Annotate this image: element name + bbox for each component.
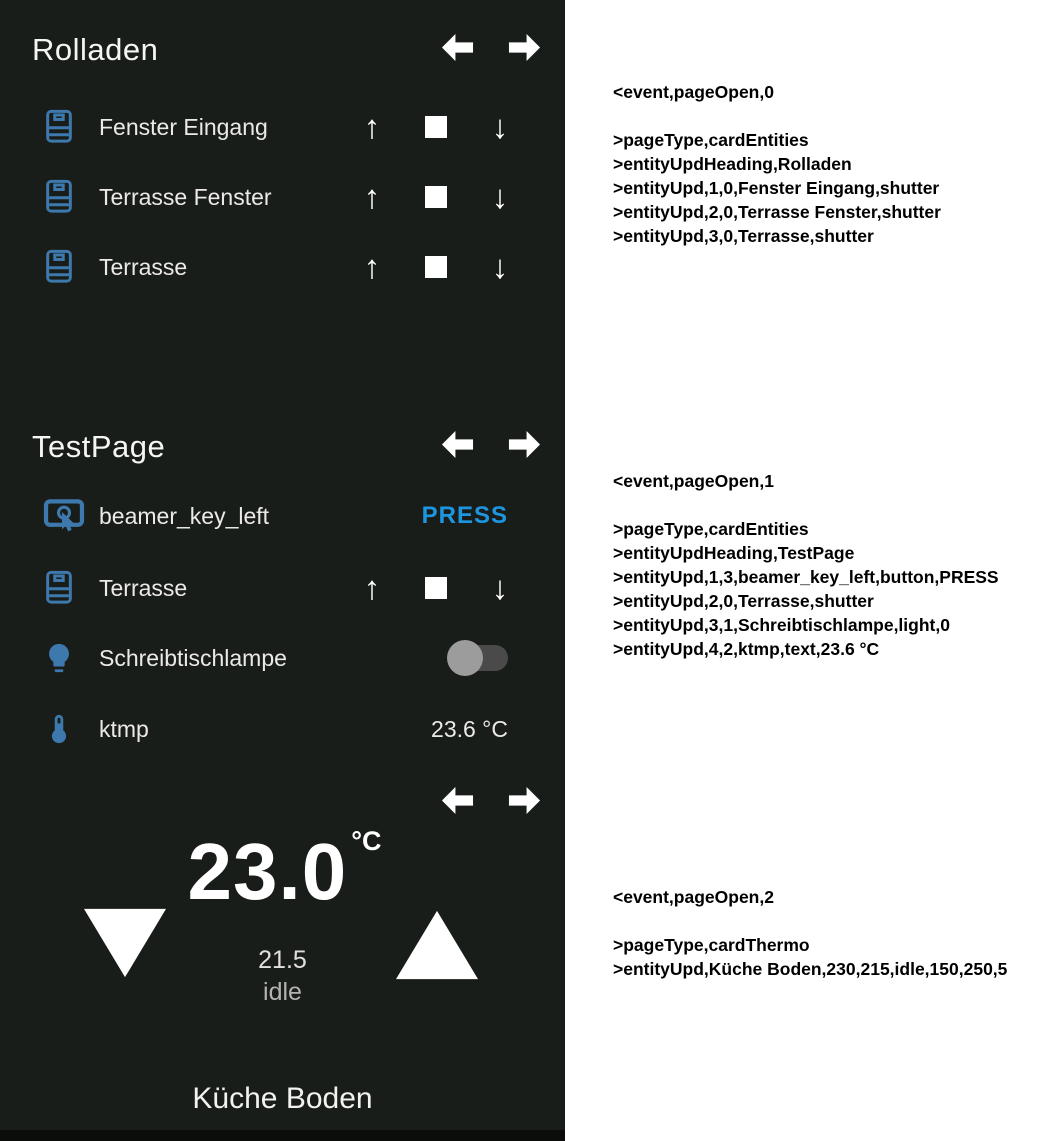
hvac-status: idle [263,978,302,1006]
protocol-line: <event,pageOpen,1 [613,471,774,491]
prev-page-button[interactable] [439,785,476,815]
shutter-down-button[interactable]: ↓ [491,248,509,285]
protocol-line: >pageType,cardEntities [613,130,809,150]
shutter-stop-button[interactable] [425,256,447,278]
panel-bottom-edge [0,1130,565,1141]
page-navigation [439,32,543,62]
entity-row-schreibtischlampe [42,634,545,682]
touch-button-icon [42,493,86,539]
shutter-stop-button[interactable] [425,186,447,208]
page-navigation [439,429,543,459]
temperature-value: 23.6 °C [431,715,508,742]
shutter-up-button[interactable]: ↑ [363,178,381,215]
shutter-down-button[interactable]: ↓ [491,569,509,606]
entity-row-fenster-eingang [42,103,545,151]
protocol-line: >entityUpd,3,0,Terrasse,shutter [613,226,874,246]
arrow-right-icon [506,430,543,459]
shutter-down-button[interactable]: ↓ [491,108,509,145]
page-title: TestPage [32,429,166,464]
protocol-group-page1 [613,469,999,661]
entity-label: Fenster Eingang [99,113,268,140]
shutter-controls [350,564,522,612]
next-page-button[interactable] [506,32,543,62]
shutter-up-button[interactable]: ↑ [363,248,381,285]
arrow-left-icon [439,33,476,62]
light-bulb-icon [42,635,86,681]
shutter-stop-button[interactable] [425,116,447,138]
entity-label: Schreibtischlampe [99,644,287,671]
light-toggle-switch[interactable] [450,645,508,671]
thermostat-name: Küche Boden [192,1082,373,1115]
arrow-right-icon [506,786,543,815]
arrow-right-icon [506,33,543,62]
entity-label: Terrasse [99,253,188,280]
entity-row-beamer-key-left [42,492,545,540]
protocol-line: >pageType,cardEntities [613,519,809,539]
card-header [32,28,545,72]
protocol-line: <event,pageOpen,2 [613,887,774,907]
protocol-line: >entityUpd,2,0,Terrasse Fenster,shutter [613,202,941,222]
protocol-line: >entityUpd,1,3,beamer_key_left,button,PRESS [613,567,999,587]
protocol-group-page0 [613,80,941,248]
protocol-line: >entityUpdHeading,Rolladen [613,154,852,174]
shutter-icon [42,244,86,290]
toggle-knob [447,640,483,676]
protocol-line: >pageType,cardThermo [613,935,810,955]
protocol-line: >entityUpd,3,1,Schreibtischlampe,light,0 [613,615,950,635]
shutter-stop-button[interactable] [425,577,447,599]
protocol-line: >entityUpd,2,0,Terrasse,shutter [613,591,874,611]
next-page-button[interactable] [506,429,543,459]
entity-row-terrasse [42,243,545,291]
temperature-unit: °C [351,826,382,856]
entity-label: Terrasse [99,574,188,601]
entity-row-terrasse-fenster [42,173,545,221]
page-title: Rolladen [32,32,159,67]
next-page-button[interactable] [506,785,543,815]
card-thermo [0,770,565,1130]
shutter-controls [350,243,522,291]
shutter-controls [350,103,522,151]
arrow-left-icon [439,430,476,459]
shutter-icon [42,104,86,150]
prev-page-button[interactable] [439,429,476,459]
protocol-line: <event,pageOpen,0 [613,82,774,102]
shutter-controls [350,173,522,221]
card-header [32,425,545,469]
target-temperature: 21.5 [258,946,307,974]
entity-row-ktmp [42,705,545,753]
page-navigation [439,785,543,815]
entity-label: ktmp [99,715,149,742]
shutter-icon [42,174,86,220]
shutter-down-button[interactable]: ↓ [491,178,509,215]
current-temperature-display [0,826,565,916]
current-temperature: 23.0 [187,827,348,916]
protocol-line [613,493,999,517]
press-button[interactable]: PRESS [421,502,508,529]
shutter-up-button[interactable]: ↑ [363,108,381,145]
entity-label: Terrasse Fenster [99,183,272,210]
protocol-line [613,104,941,128]
protocol-line: >entityUpd,4,2,ktmp,text,23.6 °C [613,639,880,659]
protocol-group-page2 [613,885,1007,981]
shutter-up-button[interactable]: ↑ [363,569,381,606]
protocol-line: >entityUpd,Küche Boden,230,215,idle,150,250,5 [613,959,1008,979]
protocol-line: >entityUpd,1,0,Fenster Eingang,shutter [613,178,940,198]
thermometer-icon [42,706,86,752]
protocol-line: >entityUpdHeading,TestPage [613,543,855,563]
card-rolladen [0,0,565,410]
entity-row-terrasse [42,564,545,612]
protocol-line [613,909,1007,933]
card-testpage [0,410,565,770]
shutter-icon [42,565,86,611]
arrow-left-icon [439,786,476,815]
prev-page-button[interactable] [439,32,476,62]
entity-label: beamer_key_left [99,502,270,529]
